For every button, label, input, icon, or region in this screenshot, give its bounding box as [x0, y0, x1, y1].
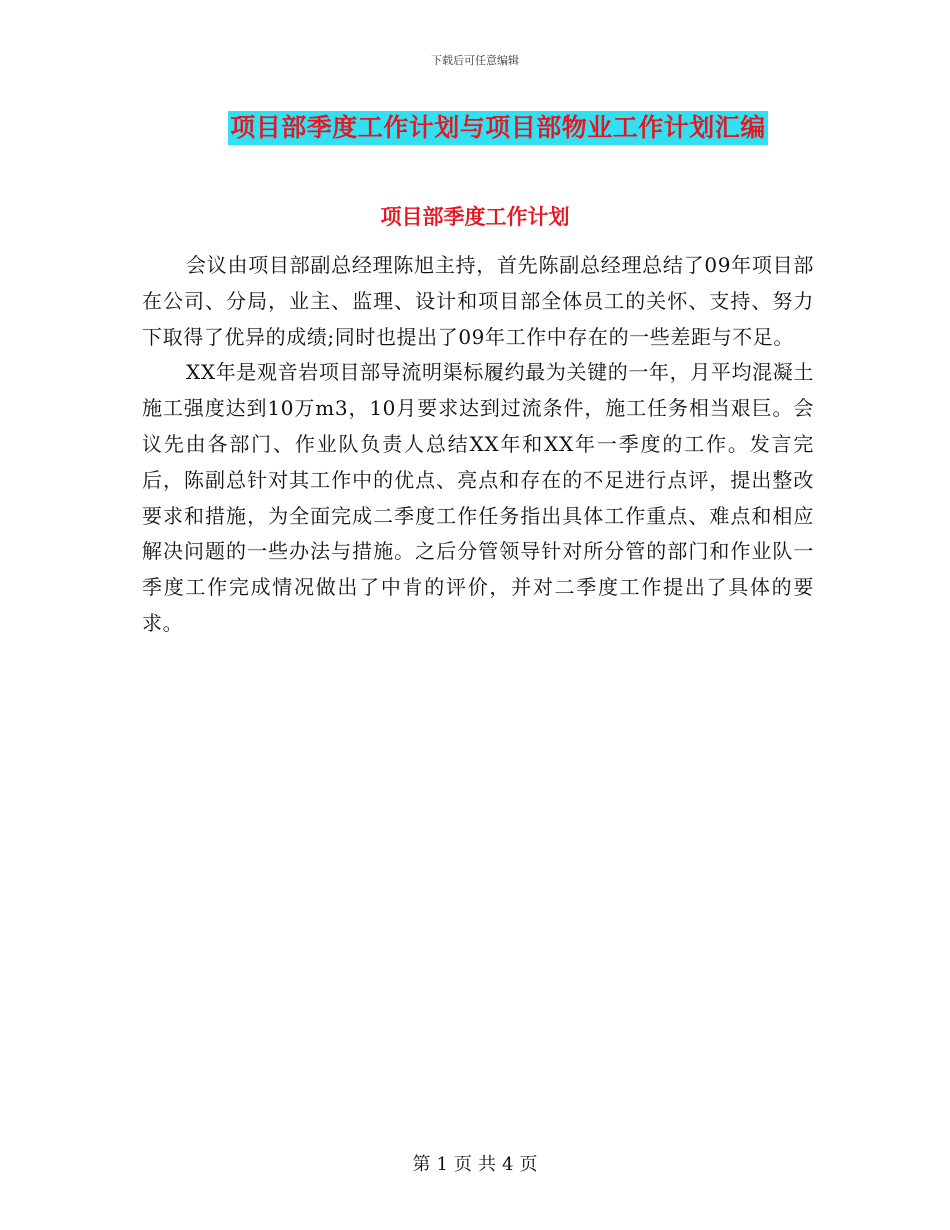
- page-footer: [0, 1153, 950, 1177]
- footer-total-prefix: 共: [478, 1154, 496, 1175]
- footer-page-number: 1: [436, 1154, 448, 1175]
- footer-page-prefix: 第: [412, 1154, 431, 1175]
- section-title: 项目部季度工作计划: [380, 204, 570, 229]
- footer-page-mid: 页: [454, 1154, 472, 1175]
- body-text: [142, 248, 814, 642]
- main-title: 项目部季度工作计划与项目部物业工作计划汇编: [228, 111, 768, 145]
- main-title-wrap: [0, 111, 950, 145]
- footer-page-suffix: 页: [519, 1154, 538, 1175]
- header-note: 下载后可任意编辑: [431, 54, 519, 67]
- paragraph-2: XX年是观音岩项目部导流明渠标履约最为关键的一年，月平均混凝土施工强度达到10万m3，10月要求达到过流条件，施工任务相当艰巨。会议先由各部门、作业队负责人总结XX年和XX年一季度的工作。发言完后，陈副总针对其工作中的优点、亮点和存在的不足进行点评，提出整改要求和措施，为全面完成二季度工作任务指出具体工作重点、难点和相应解决问题的一些办法与措施。之后分管领导针对所分管的部门和作业队一季度工作完成情况做出了中肯的评价，并对二季度工作提出了具体的要求。: [142, 360, 814, 635]
- paragraph-1: 会议由项目部副总经理陈旭主持，首先陈副总经理总结了09年项目部在公司、分局，业主、监理、设计和项目部全体员工的关怀、支持、努力下取得了优异的成绩;同时也提出了09年工作中存在的一些差距与不足。: [142, 253, 814, 349]
- footer-total-pages: 4: [502, 1154, 514, 1175]
